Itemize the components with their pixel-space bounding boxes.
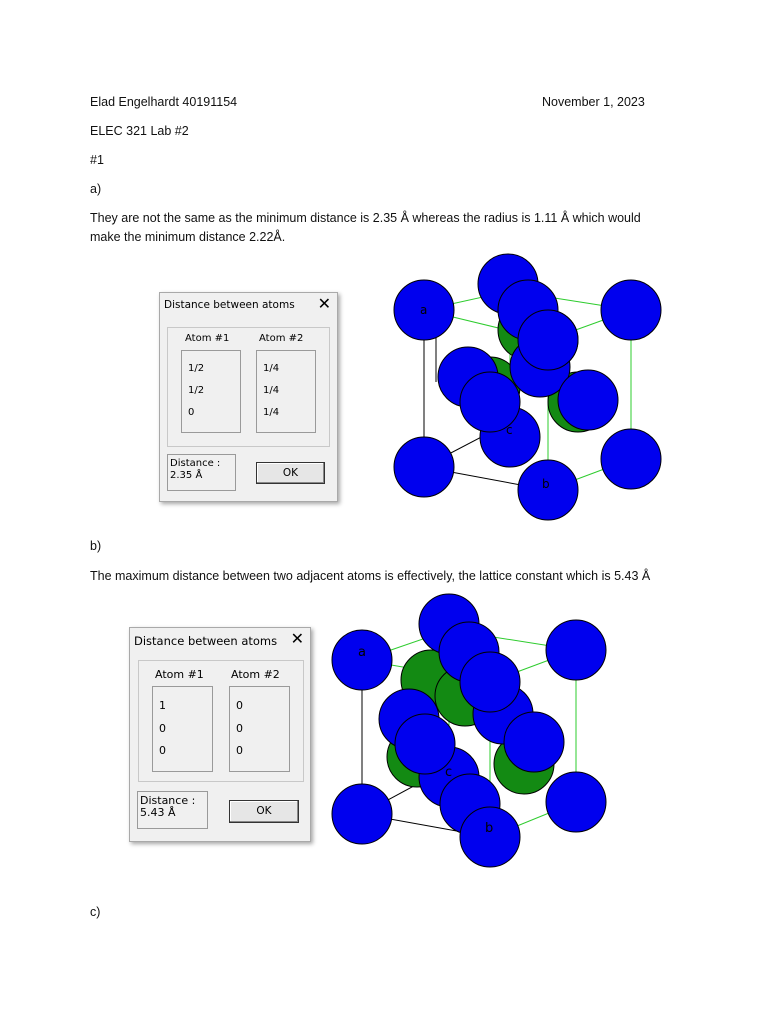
distance-dialog-b xyxy=(129,627,311,842)
part-b-answer: The maximum distance between two adjacent atoms is effectively, the lattice constant which is 5.43 Å xyxy=(90,569,651,583)
part-a-label: a) xyxy=(90,182,102,196)
axis-label-b: b xyxy=(542,477,550,491)
date-line: November 1, 2023 xyxy=(542,95,645,109)
atom2-y: 1/4 xyxy=(263,385,280,396)
ok-button[interactable]: OK xyxy=(256,462,325,484)
atom2-y: 0 xyxy=(236,722,243,735)
atom1-header: Atom #1 xyxy=(155,668,204,681)
part-c-label: c) xyxy=(90,905,101,919)
close-icon[interactable]: ✕ xyxy=(290,629,304,648)
atom2-coords xyxy=(256,350,316,433)
atom2-header: Atom #2 xyxy=(231,668,280,681)
crystal-structure-b xyxy=(325,592,615,872)
atom2-z: 0 xyxy=(236,744,243,757)
distance-dialog-a xyxy=(159,292,338,502)
atoms xyxy=(332,594,606,867)
atom2-header: Atom #2 xyxy=(259,333,304,344)
atoms-group xyxy=(167,327,330,447)
course-line: ELEC 321 Lab #2 xyxy=(90,124,189,138)
distance-value: 2.35 Å xyxy=(170,470,203,481)
distance-value: 5.43 Å xyxy=(140,806,176,819)
atom1-y: 0 xyxy=(159,722,166,735)
question-number: #1 xyxy=(90,153,104,167)
atom1-z: 0 xyxy=(188,407,195,418)
atom2-coords xyxy=(229,686,290,772)
atoms xyxy=(394,254,661,520)
crystal-structure-a xyxy=(380,252,670,527)
dialog-title: Distance between atoms xyxy=(134,634,278,648)
atoms-group xyxy=(138,660,304,782)
axis-label-a: a xyxy=(358,645,366,660)
close-icon[interactable]: ✕ xyxy=(317,294,331,313)
distance-label: Distance : xyxy=(170,458,221,469)
ok-button[interactable]: OK xyxy=(229,800,299,823)
atom1-x: 1 xyxy=(159,699,166,712)
distance-label: Distance : xyxy=(140,794,196,807)
atom2-x: 1/4 xyxy=(263,363,280,374)
distance-readout xyxy=(167,454,236,491)
author-line: Elad Engelhardt 40191154 xyxy=(90,95,238,109)
distance-readout xyxy=(137,791,208,829)
atom1-header: Atom #1 xyxy=(185,333,230,344)
atom2-z: 1/4 xyxy=(263,407,280,418)
atom2-x: 0 xyxy=(236,699,243,712)
atom1-x: 1/2 xyxy=(188,363,205,374)
axis-label-b: b xyxy=(485,821,494,836)
dialog-title: Distance between atoms xyxy=(164,299,295,311)
atom1-coords xyxy=(152,686,213,772)
atom1-z: 0 xyxy=(159,744,166,757)
axis-label-c: c xyxy=(445,765,453,780)
axis-label-a: a xyxy=(420,303,428,317)
atom1-y: 1/2 xyxy=(188,385,205,396)
part-b-label: b) xyxy=(90,539,102,553)
axis-label-c: c xyxy=(506,423,513,437)
part-a-answer: They are not the same as the minimum distance is 2.35 Å whereas the radius is 1.11 Å which would make the minimum distance 2.22Å. xyxy=(90,211,641,244)
atom1-coords xyxy=(181,350,241,433)
